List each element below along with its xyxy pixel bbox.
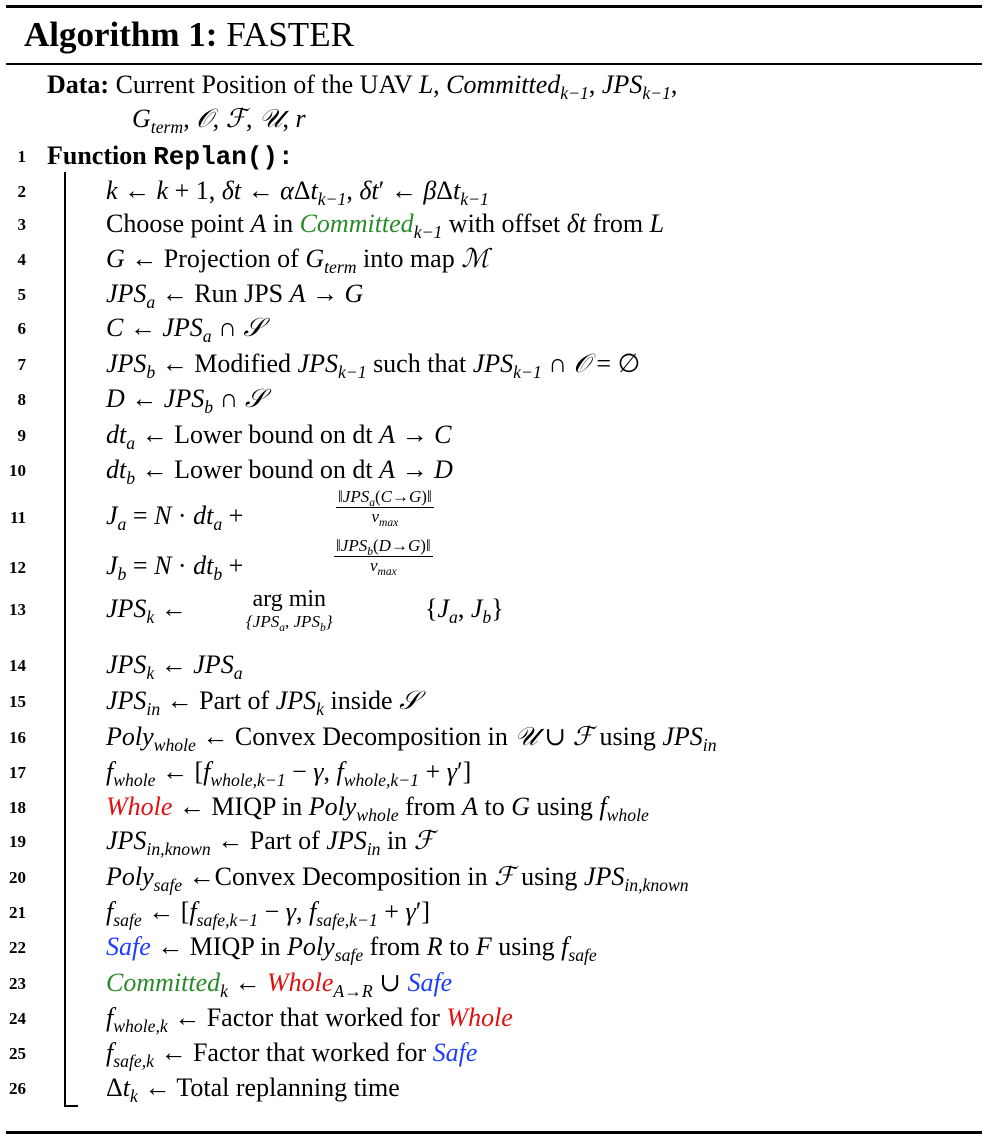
line-number: 23 — [9, 974, 26, 993]
block-bar-foot — [64, 1105, 78, 1107]
line-text: Factor that worked for — [192, 1038, 427, 1067]
line-number: 22 — [9, 938, 26, 957]
algo-line-12: 12 $J_b = N \cdot dt_b$ + $‖JPS_b(D\to G)‖$ $v_{max}$ — [0, 536, 988, 592]
line-number: 26 — [9, 1079, 26, 1098]
line-number: 25 — [9, 1044, 26, 1063]
line-text: with offset — [448, 209, 561, 238]
line-number: 3 — [17, 215, 26, 234]
line-number: 18 — [9, 798, 26, 817]
line-text: to — [484, 792, 505, 821]
algo-line-8: 8 D ← $JPS_b$ ∩ 𝒮 — [0, 384, 988, 414]
algo-line-2: 2 k ← k + 1, δt ← αΔt$_{k-1}$, δt′ ← βΔt$_{k-1}$ — [0, 176, 988, 206]
algo-line-15: 15 $JPS_{in}$ ← Part of $JPS_k$ inside 𝒮 — [0, 686, 988, 716]
algo-line-11: 11 $J_a = N \cdot dt_a$ + $‖JPS_a(C\to G)‖$ $v_{max}$ — [0, 487, 988, 543]
line-text: Total replanning time — [176, 1073, 400, 1102]
fraction: $‖JPS_b(D\to G)‖$ $v_{max}$ — [336, 536, 431, 579]
line-number: 11 — [9, 508, 26, 527]
function-keyword: Function — [47, 141, 147, 170]
algo-line-22: 22 Safe ← MIQP in Poly$_{safe}$ from R to F using $f_{safe}$ — [0, 932, 988, 962]
line-text: Factor that worked for — [206, 1003, 440, 1032]
line-text: using — [498, 932, 555, 961]
algo-line-16: 16 Poly$_{whole}$ ← Convex Decomposition in 𝒰 ∪ ℱ using $JPS_{in}$ — [0, 722, 988, 752]
algo-line-5: 5 $JPS_a$ ← Run JPS A → G — [0, 279, 988, 309]
algorithm-label: Algorithm 1: — [24, 15, 218, 54]
line-number: 13 — [9, 600, 26, 619]
line-text: Part of — [199, 686, 270, 715]
algo-line-18: 18 Whole ← MIQP in Poly$_{whole}$ from A to G using $f_{whole}$ — [0, 792, 988, 822]
line-number: 2 — [17, 182, 26, 201]
algo-line-23: 23 Committed$_k$ ← Whole$_{A\to R}$ ∪ Safe — [0, 968, 988, 998]
line-number: 1 — [17, 147, 26, 166]
line-text: MIQP in — [211, 792, 303, 821]
line-number: 21 — [9, 903, 26, 922]
line-text: Lower bound on dt — [174, 455, 373, 484]
line-text: from — [405, 792, 456, 821]
line-text: Convex Decomposition in — [214, 862, 488, 891]
algo-line-19: 19 $JPS_{in,known}$ ← Part of $JPS_{in}$ in ℱ — [0, 826, 988, 856]
algo-line-24: 24 $f_{whole,k}$ ← Factor that worked for Whole — [0, 1003, 988, 1033]
algo-line-4: 4 G ← Projection of $G_{term}$ into map ℳ — [0, 244, 988, 274]
data-text: Current Position of the UAV — [115, 70, 413, 99]
algo-line-17: 17 $f_{whole}$ ← [$f_{whole,k-1} - \gamma$, $f_{whole,k-1} + \gamma'$] — [0, 757, 988, 787]
algo-line-21: 21 $f_{safe}$ ← [$f_{safe,k-1} - \gamma$, $f_{safe,k-1} + \gamma'$] — [0, 897, 988, 927]
line-text: from — [592, 209, 644, 238]
line-text: inside — [330, 686, 393, 715]
line-number: 10 — [9, 461, 26, 480]
title-rule — [6, 63, 982, 65]
function-line — [0, 141, 600, 171]
algorithm-title — [24, 8, 354, 62]
line-number: 24 — [9, 1009, 26, 1028]
algo-line-26: 26 $\Delta t_k$ ← Total replanning time — [0, 1073, 988, 1103]
line-text: Convex Decomposition in — [234, 722, 508, 751]
line-number: 7 — [17, 355, 26, 374]
algo-line-13: 13 $JPS_k$ ← arg min {$JPS_a$, $JPS_b$} {$J_a$, $J_b$} — [0, 586, 988, 642]
algo-line-6: 6 C ← $JPS_a$ ∩ 𝒮 — [0, 313, 988, 343]
line-text: into map — [363, 244, 455, 273]
line-text: to — [449, 932, 470, 961]
algo-line-14: 14 $JPS_k$ ← $JPS_a$ — [0, 650, 988, 680]
argmin-operator: arg min {$JPS_a$, $JPS_b$} — [246, 586, 333, 635]
bottom-rule — [6, 1131, 982, 1134]
line-text: Run JPS — [194, 279, 284, 308]
line-text: Projection of — [163, 244, 299, 273]
data-line-2: $G_{term}$, 𝒪, ℱ, 𝒰, r — [132, 104, 306, 138]
algo-line-3: 3 Choose point A in Committed$_{k-1}$ with offset δt from L — [0, 209, 988, 239]
line-text: in — [386, 826, 408, 855]
algo-line-9: 9 $dt_a$ ← Lower bound on dt A → C — [0, 420, 988, 450]
line-number: 15 — [9, 692, 26, 711]
fraction: $‖JPS_a(C\to G)‖$ $v_{max}$ — [338, 487, 432, 530]
function-parens: (): — [246, 142, 294, 172]
line-number: 9 — [17, 426, 26, 445]
line-text: in — [272, 209, 294, 238]
line-text: Modified — [194, 349, 292, 378]
line-number: 20 — [9, 868, 26, 887]
line-number: 14 — [9, 656, 26, 675]
algorithm-name: FASTER — [226, 15, 354, 54]
algo-line-7: 7 $JPS_b$ ← Modified $JPS_{k-1}$ such that $JPS_{k-1}$ ∩ 𝒪 = ∅ — [0, 349, 988, 379]
algo-line-10: 10 $dt_b$ ← Lower bound on dt A → D — [0, 455, 988, 485]
line-number: 4 — [17, 250, 26, 269]
data-label: Data: — [47, 70, 110, 99]
line-text: Lower bound on dt — [174, 420, 373, 449]
line-text: Part of — [249, 826, 320, 855]
line-number: 19 — [9, 832, 26, 851]
line-number: 8 — [17, 390, 26, 409]
line-number: 12 — [9, 558, 26, 577]
line-number: 6 — [17, 319, 26, 338]
line-number: 16 — [9, 728, 26, 747]
line-text: from — [369, 932, 421, 961]
algo-line-20: 20 Poly$_{safe}$ ←Convex Decomposition in ℱ using $JPS_{in,known}$ — [0, 862, 988, 892]
data-line-1: Data: Current Position of the UAV L, Committed$_{k-1}$, $JPS_{k-1}$, — [47, 70, 678, 104]
line-text: MIQP in — [189, 932, 281, 961]
line-text: using — [521, 862, 578, 891]
line-text: using — [599, 722, 656, 751]
algo-line-25: 25 $f_{safe,k}$ ← Factor that worked for Safe — [0, 1038, 988, 1068]
line-number: 17 — [9, 763, 26, 782]
function-name: Replan — [153, 142, 247, 172]
line-text: Choose point — [106, 209, 244, 238]
line-text: such that — [373, 349, 467, 378]
line-text: using — [536, 792, 593, 821]
line-number: 5 — [17, 285, 26, 304]
